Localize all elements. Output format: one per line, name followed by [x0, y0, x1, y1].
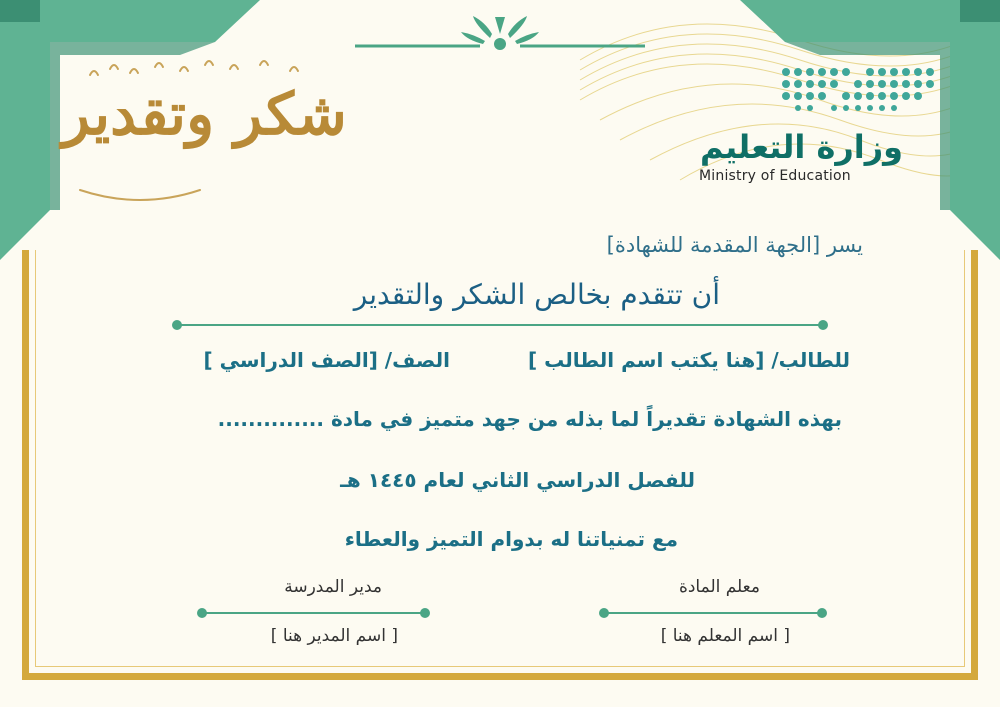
- principal-name: [ اسم المدير هنا ]: [270, 626, 398, 646]
- ministry-logo-icon: [780, 66, 945, 111]
- headline: أن تتقدم بخالص الشكر والتقدير: [353, 278, 720, 311]
- class-line: الصف/ [الصف الدراسي ]: [203, 348, 450, 372]
- presenter-line: يسر [الجهة المقدمة للشهادة]: [606, 233, 863, 257]
- student-line: للطالب/ [هنا يكتب اسم الطالب ]: [527, 348, 850, 372]
- principal-title: مدير المدرسة: [284, 577, 382, 597]
- headline-divider: [170, 318, 830, 332]
- teacher-signature-line: [598, 607, 828, 619]
- thanks-calligraphy: شكر وتقدير: [62, 80, 347, 148]
- ministry-name-english: Ministry of Education: [699, 168, 851, 184]
- ministry-name-arabic: وزارة التعليم: [700, 128, 904, 166]
- teacher-name: [ اسم المعلم هنا ]: [660, 626, 790, 646]
- principal-signature-line: [196, 607, 431, 619]
- subject-line: بهذه الشهادة تقديراً لما بذله من جهد متميز في مادة ..............: [217, 407, 842, 431]
- gold-border: [22, 250, 978, 680]
- top-ornament: [355, 12, 645, 57]
- teacher-title: معلم المادة: [678, 577, 760, 597]
- term-line: للفصل الدراسي الثاني لعام ١٤٤٥ هـ: [340, 468, 695, 492]
- wish-line: مع تمنياتنا له بدوام التميز والعطاء: [344, 527, 678, 551]
